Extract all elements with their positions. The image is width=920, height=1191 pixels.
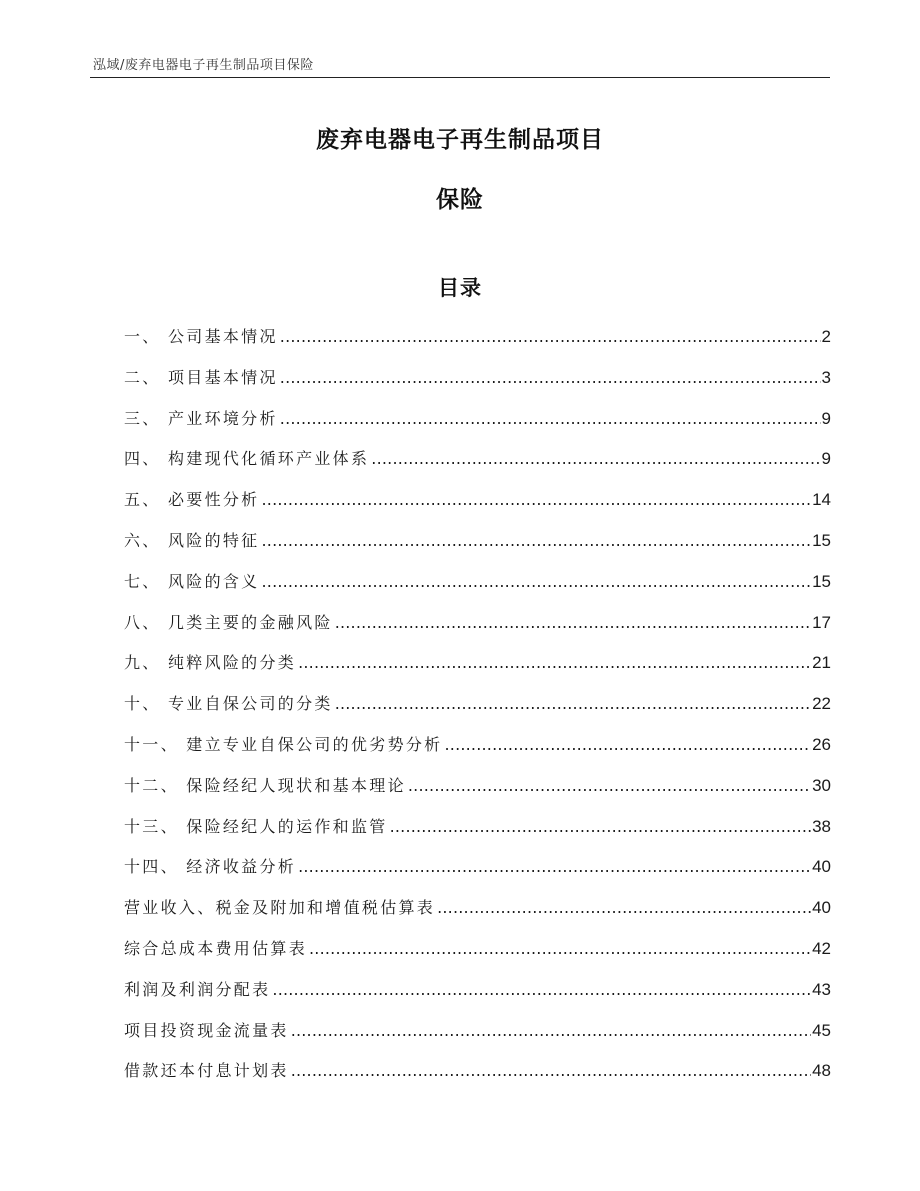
toc-leader-dots — [309, 934, 811, 964]
toc-entry-page: 42 — [812, 938, 831, 958]
toc-entry-page: 17 — [812, 612, 831, 632]
toc-leader-dots — [437, 893, 811, 923]
toc-entry[interactable] — [124, 404, 831, 445]
toc-entry-page: 3 — [821, 367, 831, 387]
toc-leader-dots — [291, 1056, 811, 1086]
toc-entry-title: 借款还本付息计划表 — [124, 1061, 289, 1081]
toc-entry[interactable] — [124, 608, 831, 649]
toc-entry-page: 9 — [821, 449, 831, 469]
toc-entry-title: 七、 风险的含义 — [124, 571, 260, 591]
toc-entry-page: 2 — [821, 327, 831, 346]
toc-leader-dots — [262, 485, 812, 515]
toc-entry[interactable] — [124, 363, 831, 404]
toc-entry-title: 十四、 经济收益分析 — [124, 857, 297, 877]
toc-leader-dots — [291, 1016, 811, 1046]
toc-entry[interactable] — [124, 322, 831, 363]
toc-entry-title: 项目投资现金流量表 — [124, 1020, 289, 1040]
toc-entry-page: 21 — [812, 653, 831, 673]
toc-entry-title: 十一、 建立专业自保公司的优劣势分析 — [124, 734, 443, 754]
toc-entry-page: 15 — [812, 571, 831, 591]
toc-entry-page: 45 — [812, 1020, 831, 1040]
toc-entry-title: 三、 产业环境分析 — [124, 408, 278, 428]
toc-leader-dots — [408, 771, 811, 801]
toc-entry-page: 30 — [812, 775, 831, 795]
toc-entry[interactable] — [124, 485, 831, 526]
toc-entry-page: 40 — [812, 898, 831, 918]
toc-entry-page: 38 — [812, 816, 831, 836]
toc-leader-dots — [335, 689, 811, 719]
toc-leader-dots — [272, 975, 811, 1005]
document-title: 废弃电器电子再生制品项目 — [316, 127, 604, 153]
toc-entry-title: 九、 纯粹风险的分类 — [124, 653, 297, 673]
toc-leader-dots — [262, 526, 812, 556]
toc-entry[interactable] — [124, 567, 831, 608]
toc-entry-page: 22 — [812, 694, 831, 714]
toc-entry[interactable] — [124, 526, 831, 567]
toc-leader-dots — [390, 812, 811, 842]
toc-entry-title: 二、 项目基本情况 — [124, 367, 278, 387]
toc-entry[interactable] — [124, 771, 831, 812]
toc-entry-title: 营业收入、税金及附加和增值税估算表 — [124, 898, 436, 918]
toc-entry-title: 六、 风险的特征 — [124, 530, 260, 550]
toc-entry[interactable] — [124, 730, 831, 771]
toc-entry[interactable] — [124, 812, 831, 853]
toc-entry-title: 四、 构建现代化循环产业体系 — [124, 449, 370, 469]
toc-entry[interactable] — [124, 852, 831, 893]
toc-leader-dots — [280, 404, 821, 434]
toc-entry-page: 15 — [812, 530, 831, 550]
toc-entry[interactable] — [124, 1016, 831, 1057]
toc-entry-page: 40 — [812, 857, 831, 877]
toc-entry-title: 利润及利润分配表 — [124, 979, 271, 999]
toc-entry-title: 十二、 保险经纪人现状和基本理论 — [124, 775, 406, 795]
toc-entry[interactable] — [124, 934, 831, 975]
toc-entry-title: 十三、 保险经纪人的运作和监管 — [124, 816, 388, 836]
toc-leader-dots — [335, 608, 811, 638]
toc-entry-page: 9 — [821, 408, 831, 428]
toc-entry[interactable] — [124, 893, 831, 934]
toc-entry-title: 综合总成本费用估算表 — [124, 938, 308, 958]
toc-entry-title: 十、 专业自保公司的分类 — [124, 694, 333, 714]
header-divider — [90, 77, 830, 78]
running-header: 泓域/废弃电器电子再生制品项目保险 — [93, 58, 314, 73]
toc-heading: 目录 — [438, 276, 482, 300]
toc-entry[interactable] — [124, 1056, 831, 1097]
toc-entry-title: 八、 几类主要的金融风险 — [124, 612, 333, 632]
toc-entry[interactable] — [124, 689, 831, 730]
toc-leader-dots — [262, 567, 812, 597]
table-of-contents — [124, 322, 831, 1097]
toc-entry[interactable] — [124, 648, 831, 689]
toc-leader-dots — [298, 852, 811, 882]
toc-entry-title: 五、 必要性分析 — [124, 490, 260, 510]
toc-entry-page: 26 — [812, 734, 831, 754]
toc-leader-dots — [298, 648, 811, 678]
toc-entry-page: 14 — [812, 490, 831, 510]
toc-leader-dots — [280, 363, 821, 393]
toc-entry-page: 43 — [812, 979, 831, 999]
toc-entry[interactable] — [124, 975, 831, 1016]
toc-entry[interactable] — [124, 444, 831, 485]
toc-entry-page: 48 — [812, 1061, 831, 1081]
toc-leader-dots — [445, 730, 812, 760]
toc-leader-dots — [371, 444, 820, 474]
toc-leader-dots — [280, 322, 821, 352]
toc-entry-title: 一、 公司基本情况 — [124, 327, 278, 346]
document-subtitle: 保险 — [436, 187, 484, 213]
